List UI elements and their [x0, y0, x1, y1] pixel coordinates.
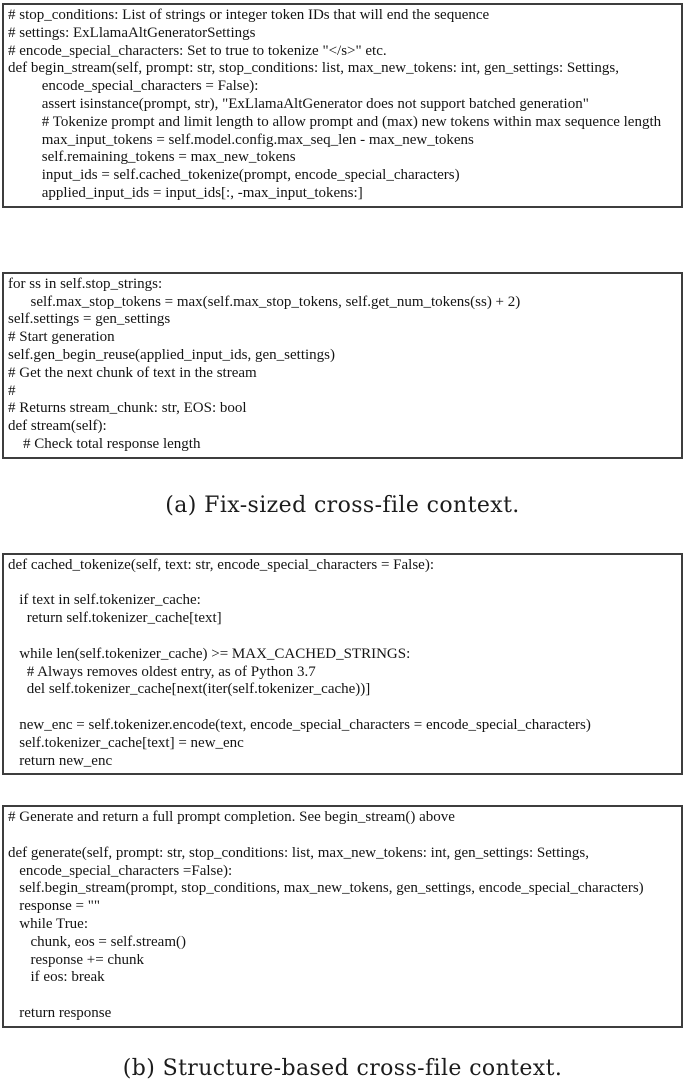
code-line: while True:: [8, 916, 89, 933]
code-line: # Check total response length: [8, 435, 201, 452]
code-line: [8, 987, 677, 1005]
code-line: # Generate and return a full prompt completion. See begin_stream() above: [8, 809, 455, 826]
code-line: self.settings = gen_settings: [8, 311, 171, 328]
code-line: response = "": [8, 898, 100, 915]
paper-figure: [0, 3, 685, 1082]
code-line: for ss in self.stop_strings:: [8, 275, 163, 292]
code-line: while len(self.tokenizer_cache) >= MAX_CACHED_STRINGS:: [8, 645, 411, 662]
code-line: assert isinstance(prompt, str), "ExLlamaAltGenerator does not support batched generation": [8, 95, 589, 112]
code-line: # Tokenize prompt and limit length to allow prompt and (max) new tokens within max sequence length: [8, 113, 662, 130]
code-line: # stop_conditions: List of strings or integer token IDs that will end the sequence: [8, 7, 490, 23]
code-line: [8, 628, 677, 646]
code-line: # encode_special_characters: Set to true to tokenize "</s>" etc.: [8, 42, 387, 59]
code-line: response += chunk: [8, 951, 145, 968]
subcaption-a: (a) Fix-sized cross-file context.: [165, 492, 520, 518]
code-line: # Start generation: [8, 329, 115, 346]
code-line: def generate(self, prompt: str, stop_conditions: list, max_new_tokens: int, gen_settings: Settings,: [8, 844, 589, 861]
code-line: [8, 827, 677, 845]
code-line: # Get the next chunk of text in the stream: [8, 364, 257, 381]
code-line: input_ids = self.cached_tokenize(prompt, encode_special_characters): [8, 167, 460, 184]
code-line: if eos: break: [8, 969, 105, 986]
code-line: applied_input_ids = input_ids[:, -max_input_tokens:]: [8, 184, 363, 201]
code-line: return new_enc: [8, 752, 113, 769]
code-line: self.gen_begin_reuse(applied_input_ids, gen_settings): [8, 346, 336, 363]
code-line: self.max_stop_tokens = max(self.max_stop_tokens, self.get_num_tokens(ss) + 2): [8, 293, 521, 310]
code-line: self.tokenizer_cache[text] = new_enc: [8, 734, 244, 751]
code-line: # Returns stream_chunk: str, EOS: bool: [8, 400, 247, 417]
code-line: def cached_tokenize(self, text: str, encode_special_characters = False):: [8, 556, 434, 573]
code-line: del self.tokenizer_cache[next(iter(self.tokenizer_cache))]: [8, 681, 371, 698]
code-listing-stream: [2, 272, 683, 459]
code-line: return self.tokenizer_cache[text]: [8, 610, 222, 627]
code-line: return response: [8, 1005, 112, 1022]
code-listing-generate: [2, 805, 683, 1028]
code-listing-cached-tokenize: [2, 553, 683, 776]
subcaption-b: (b) Structure-based cross-file context.: [122, 1055, 563, 1081]
code-line: # settings: ExLlamaAltGeneratorSettings: [8, 24, 256, 41]
code-line: if text in self.tokenizer_cache:: [8, 592, 201, 609]
code-line: chunk, eos = self.stream(): [8, 933, 186, 950]
code-line: encode_special_characters =False):: [8, 862, 233, 879]
code-listing-begin-stream: [2, 3, 683, 208]
code-line: def stream(self):: [8, 418, 107, 435]
code-line: #: [8, 382, 16, 399]
code-line: new_enc = self.tokenizer.encode(text, encode_special_characters = encode_special_characters): [8, 716, 591, 733]
code-line: [8, 575, 677, 593]
code-line: self.begin_stream(prompt, stop_conditions, max_new_tokens, gen_settings, encode_special_characters): [8, 880, 644, 897]
code-line: encode_special_characters = False):: [8, 78, 259, 95]
code-line: [8, 699, 677, 717]
code-line: max_input_tokens = self.model.config.max_seq_len - max_new_tokens: [8, 131, 474, 148]
code-line: def begin_stream(self, prompt: str, stop_conditions: list, max_new_tokens: int, gen_settings: Settings,: [8, 60, 620, 77]
code-line: # Always removes oldest entry, as of Python 3.7: [8, 663, 316, 680]
code-line: self.remaining_tokens = max_new_tokens: [8, 149, 296, 166]
